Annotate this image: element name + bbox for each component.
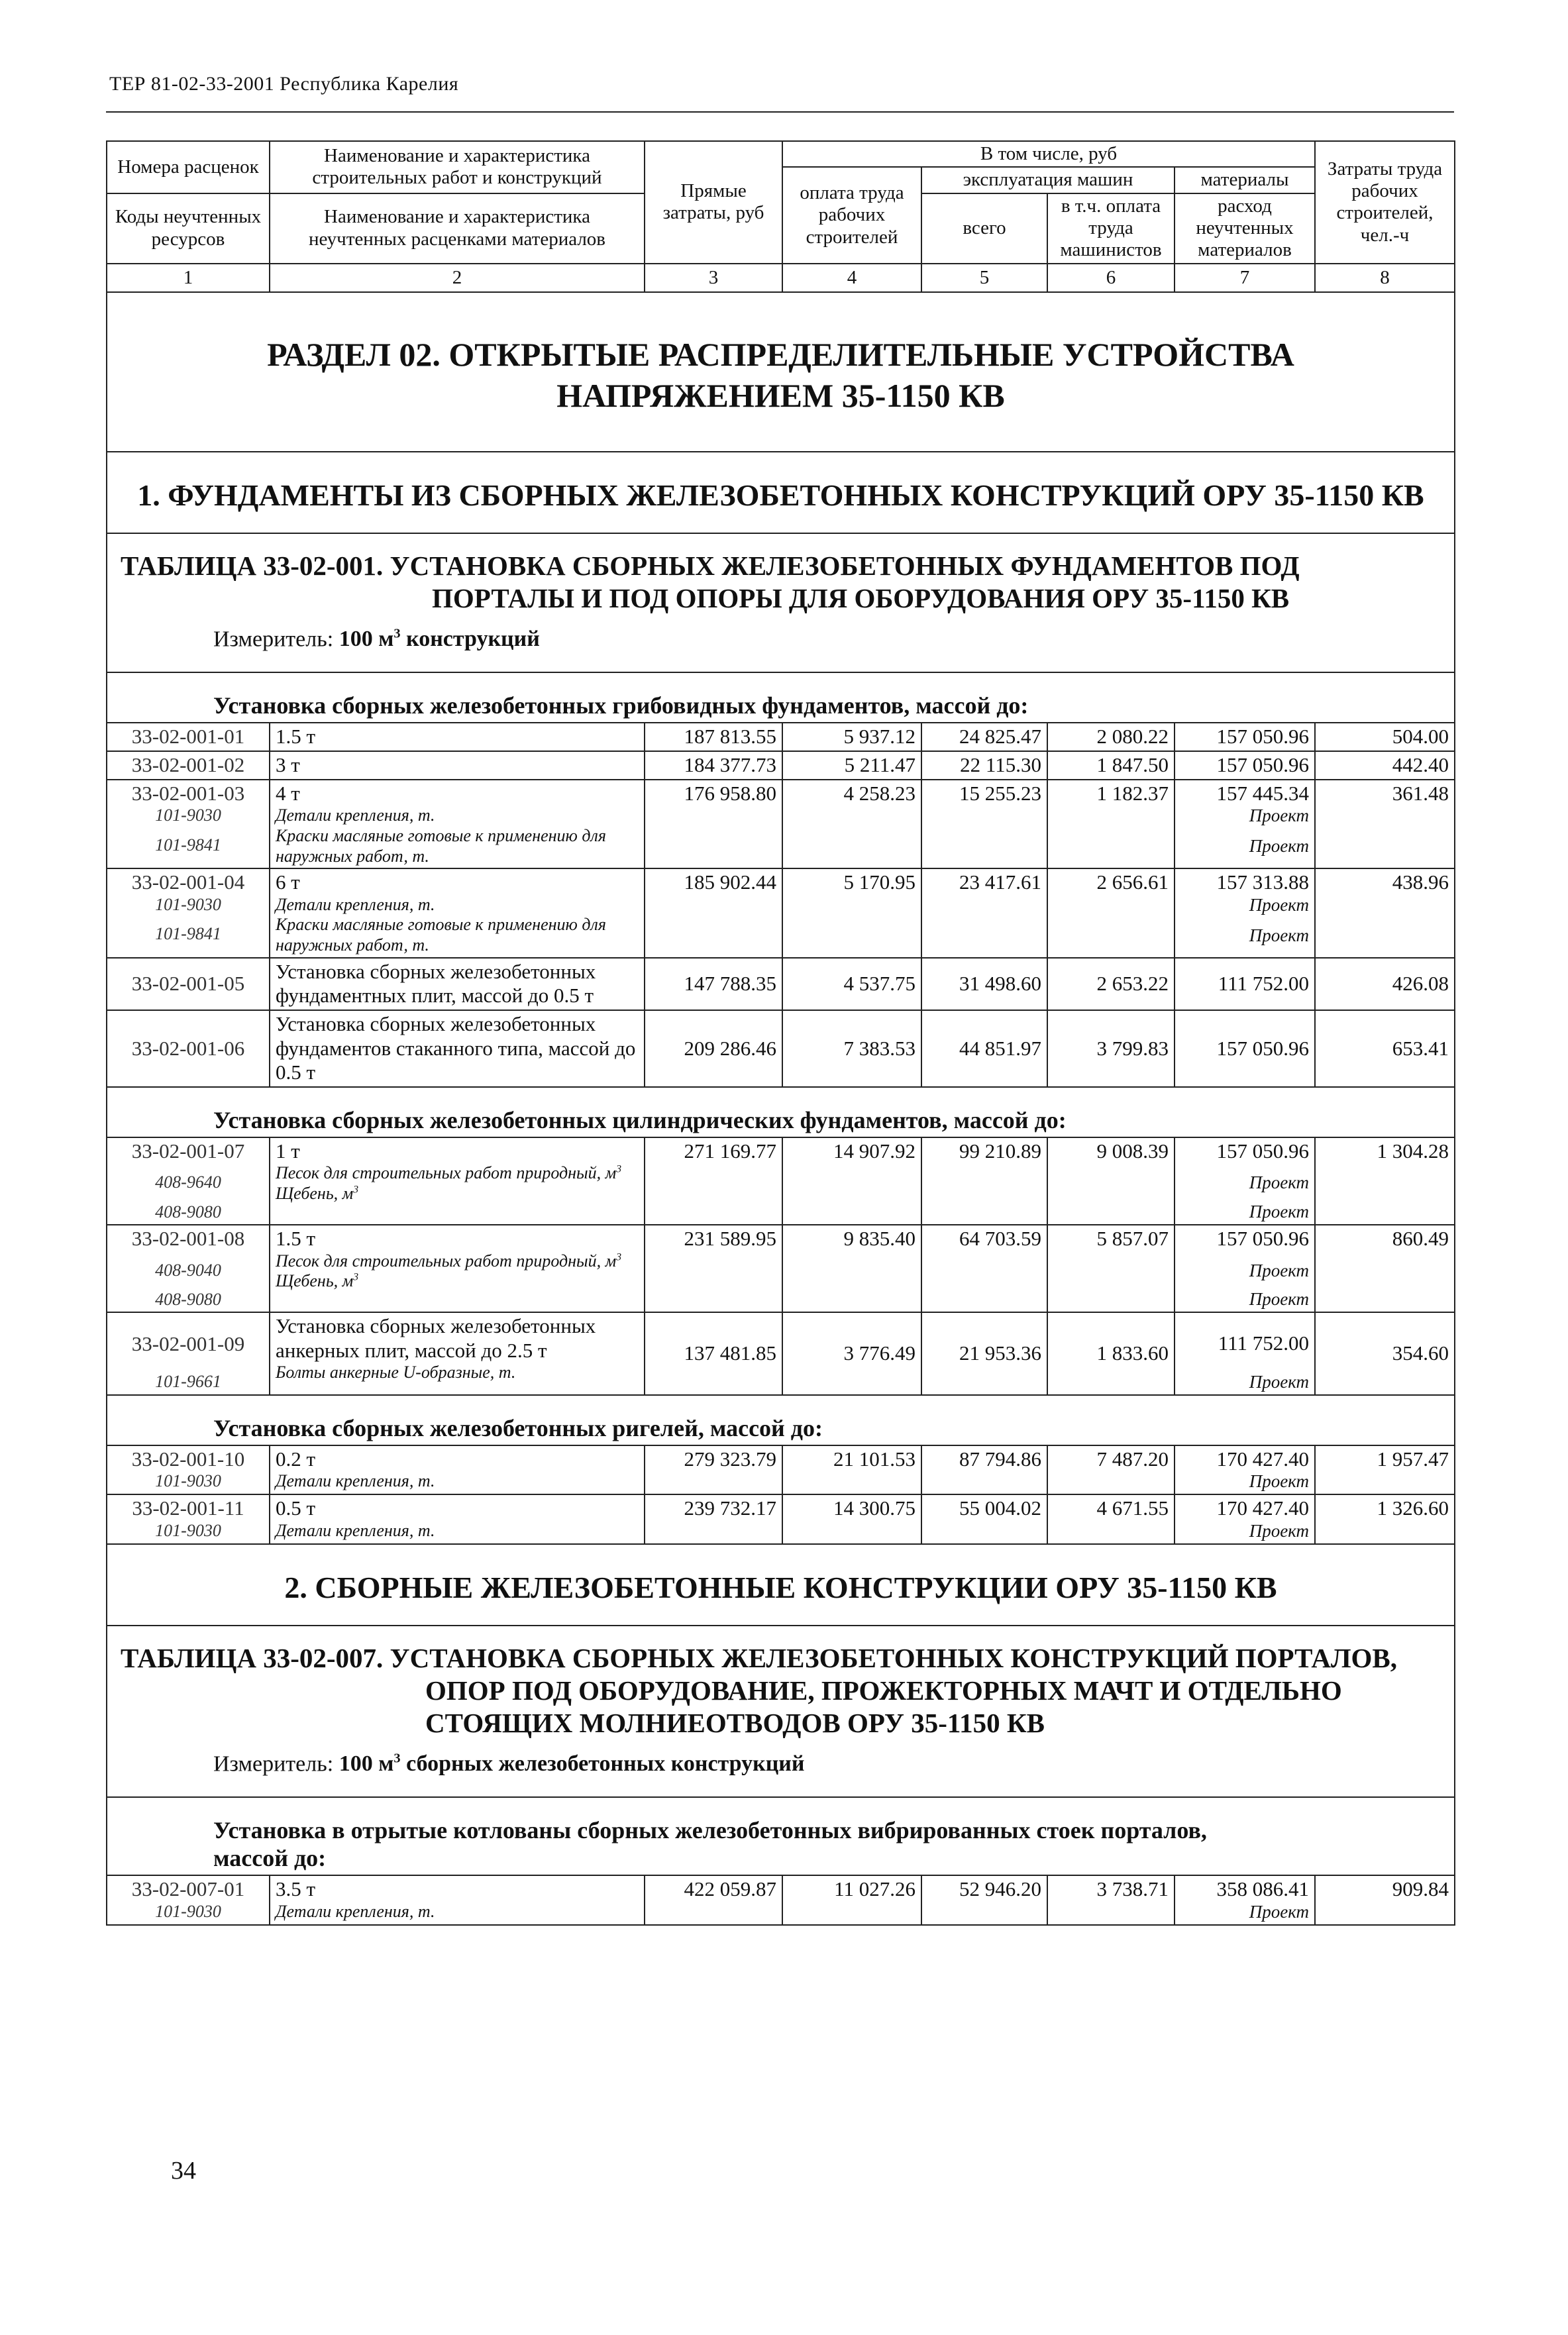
- table-row: 33-02-001-11 101-9030 0.5 т Детали крепления, т. 239 732.17 14 300.75 55 004.02 4 671.55 170 427.40 Проект 1 326.60: [107, 1494, 1455, 1543]
- rate-code: 33-02-001-01: [107, 723, 270, 751]
- col8-header: Затраты труда рабочих строителей, чел.-ч: [1315, 141, 1455, 264]
- table-title: ТАБЛИЦА 33-02-007. УСТАНОВКА СБОРНЫХ ЖЕЛЕЗОБЕТОННЫХ КОНСТРУКЦИЙ ПОРТАЛОВ, ОПОР ПОД ОБОРУДОВАНИЕ, ПРОЖЕКТОРНЫХ МАЧТ И ОТДЕЛЬНО СТОЯЩИХ МОЛНИЕОТВОДОВ ОРУ 35-1150 КВ: [107, 1626, 1455, 1745]
- resource-name: Детали крепления, т.: [276, 894, 435, 914]
- resource-name: Краски масляные готовые к применению для наружных работ, т.: [276, 825, 606, 866]
- rate-code: 33-02-001-05: [107, 958, 270, 1010]
- rate-code: 33-02-001-03 101-9030 101-9841: [107, 780, 270, 869]
- resource-code: 101-9030: [155, 1520, 221, 1540]
- group-header: Установка сборных железобетонных грибовидных фундаментов, массой до:: [107, 672, 1455, 723]
- col2-header-top: Наименование и характеристика строительных работ и конструкций: [270, 141, 645, 193]
- project-note: Проект: [1249, 1202, 1309, 1222]
- rate-code: 33-02-001-08 408-9040 408-9080: [107, 1225, 270, 1312]
- resource-name: Детали крепления, т.: [276, 805, 435, 825]
- resource-code: 101-9841: [155, 924, 221, 944]
- project-note: Проект: [1249, 1902, 1309, 1922]
- resource-code: 408-9080: [155, 1290, 221, 1310]
- resource-name: Песок для строительных работ природный, $м^3$: [276, 1251, 622, 1271]
- price-table-page: [106, 140, 1454, 1926]
- col5-header: всего: [921, 193, 1047, 264]
- resource-code: 408-9040: [155, 1260, 221, 1280]
- incl-group-header: В том числе, руб: [782, 141, 1315, 167]
- rate-name: 6 т Детали крепления, т. Краски масляные готовые к применению для наружных работ, т.: [270, 868, 645, 958]
- table-row: 33-02-001-03 101-9030 101-9841 4 т Детали крепления, т. Краски масляные готовые к применению для наружных работ, т. 176 958.80 4 258.23 15 255.23 1 182.37 157 445.34 Проект Проект 361.48: [107, 780, 1455, 869]
- rate-code: 33-02-001-06: [107, 1010, 270, 1087]
- machines-group-header: эксплуатация машин: [921, 167, 1175, 193]
- col1-header-bottom: Коды неучтенных ресурсов: [107, 193, 270, 264]
- rate-name: 0.2 т Детали крепления, т.: [270, 1445, 645, 1494]
- materials-group-header: материалы: [1175, 167, 1315, 193]
- resource-name: Щебень, $м^3$: [276, 1183, 359, 1203]
- rate-name: 1.5 т Песок для строительных работ природный, $м^3$ Щебень, $м^3$: [270, 1225, 645, 1312]
- resource-code: 101-9030: [155, 1471, 221, 1491]
- rate-code: 33-02-001-07 408-9640 408-9080: [107, 1137, 270, 1225]
- resource-code: 101-9030: [155, 894, 221, 914]
- project-note: Проект: [1249, 1289, 1309, 1310]
- rate-code: 33-02-007-01 101-9030: [107, 1875, 270, 1924]
- resource-code: 101-9661: [155, 1372, 221, 1392]
- col6-header: в т.ч. оплата труда машинистов: [1047, 193, 1175, 264]
- rate-code: 33-02-001-10 101-9030: [107, 1445, 270, 1494]
- table-row: 33-02-001-10 101-9030 0.2 т Детали крепления, т. 279 323.79 21 101.53 87 794.86 7 487.20 170 427.40 Проект 1 957.47: [107, 1445, 1455, 1494]
- table-row: 33-02-001-01 1.5 т 187 813.55 5 937.12 24 825.47 2 080.22 157 050.96 504.00: [107, 723, 1455, 751]
- page-header: ТЕР 81-02-33-2001 Республика Карелия: [109, 73, 459, 95]
- resource-name: Песок для строительных работ природный, $м^3$: [276, 1163, 622, 1183]
- resource-name: Детали крепления, т.: [276, 1520, 435, 1540]
- project-note: Проект: [1249, 1520, 1309, 1541]
- table-row: 33-02-007-01 101-9030 3.5 т Детали крепления, т. 422 059.87 11 027.26 52 946.20 3 738.71 358 086.41 Проект 909.84: [107, 1875, 1455, 1924]
- col7-header: расход неучтенных материалов: [1175, 193, 1315, 264]
- resource-code: 101-9030: [155, 805, 221, 825]
- rate-name: Установка сборных железобетонных фундаментов стаканного типа, массой до 0.5 т: [270, 1010, 645, 1087]
- col3-header: Прямые затраты, руб: [645, 141, 782, 264]
- col1-header-top: Номера расценок: [107, 141, 270, 193]
- project-note: Проект: [1249, 1371, 1309, 1392]
- resource-code: 101-9841: [155, 835, 221, 855]
- rate-name: 1.5 т: [270, 723, 645, 751]
- rate-name: 0.5 т Детали крепления, т.: [270, 1494, 645, 1543]
- section-title: РАЗДЕЛ 02. ОТКРЫТЫЕ РАСПРЕДЕЛИТЕЛЬНЫЕ УСТРОЙСТВА НАПРЯЖЕНИЕМ 35-1150 КВ: [107, 292, 1455, 452]
- table-header-row: [107, 141, 1455, 167]
- resource-code: 101-9030: [155, 1902, 221, 1922]
- resource-name: Детали крепления, т.: [276, 1471, 435, 1491]
- column-numbers-row: 1 2 3 4 5 6 7 8: [107, 264, 1455, 292]
- rate-code: 33-02-001-02: [107, 751, 270, 780]
- table-row: 33-02-001-08 408-9040 408-9080 1.5 т Песок для строительных работ природный, $м^3$ Щебень, $м^3$ 231 589.95 9 835.40 64 703.59 5 857.07 157 050.96 Проект Проект 860.49: [107, 1225, 1455, 1312]
- rate-name: Установка сборных железобетонных фундаментных плит, массой до 0.5 т: [270, 958, 645, 1010]
- subsection-title: 2. СБОРНЫЕ ЖЕЛЕЗОБЕТОННЫЕ КОНСТРУКЦИИ ОРУ 35-1150 КВ: [107, 1544, 1455, 1626]
- table-row: 33-02-001-05 Установка сборных железобетонных фундаментных плит, массой до 0.5 т 147 788.35 4 537.75 31 498.60 2 653.22 111 752.00 426.08: [107, 958, 1455, 1010]
- col2-header-bottom: Наименование и характеристика неучтенных расценками материалов: [270, 193, 645, 264]
- rate-name: Установка сборных железобетонных анкерных плит, массой до 2.5 т Болты анкерные U-образные, т.: [270, 1312, 645, 1394]
- resource-name: Краски масляные готовые к применению для наружных работ, т.: [276, 915, 606, 955]
- project-note: Проект: [1249, 1260, 1309, 1280]
- group-header: Установка сборных железобетонных ригелей, массой до:: [107, 1395, 1455, 1445]
- resource-code: 408-9080: [155, 1202, 221, 1221]
- table-row: 33-02-001-04 101-9030 101-9841 6 т Детали крепления, т. Краски масляные готовые к применению для наружных работ, т. 185 902.44 5 170.95 23 417.61 2 656.61 157 313.88 Проект Проект 438.96: [107, 868, 1455, 958]
- price-table: [106, 140, 1455, 1926]
- project-note: Проект: [1249, 805, 1309, 826]
- rate-code: 33-02-001-04 101-9030 101-9841: [107, 868, 270, 958]
- rate-code: 33-02-001-09 101-9661: [107, 1312, 270, 1394]
- rate-name: 3.5 т Детали крепления, т.: [270, 1875, 645, 1924]
- project-note: Проект: [1249, 925, 1309, 945]
- page-number: 34: [171, 2157, 196, 2185]
- col4-header: оплата труда рабочих строителей: [782, 167, 921, 263]
- resource-name: Щебень, $м^3$: [276, 1271, 359, 1291]
- group-header: Установка в отрытые котлованы сборных железобетонных вибрированных стоек порталов, массой до:: [107, 1797, 1455, 1875]
- rate-name: 1 т Песок для строительных работ природный, $м^3$ Щебень, $м^3$: [270, 1137, 645, 1225]
- table-row: 33-02-001-06 Установка сборных железобетонных фундаментов стаканного типа, массой до 0.5 т 209 286.46 7 383.53 44 851.97 3 799.83 157 050.96 653.41: [107, 1010, 1455, 1087]
- group-header: Установка сборных железобетонных цилиндрических фундаментов, массой до:: [107, 1087, 1455, 1137]
- project-note: Проект: [1249, 1471, 1309, 1492]
- measure-unit: Измеритель: 100 $м^3$ конструкций: [107, 620, 1455, 672]
- table-row: 33-02-001-09 101-9661 Установка сборных железобетонных анкерных плит, массой до 2.5 т Болты анкерные U-образные, т. 137 481.85 3 776.49 21 953.36 1 833.60 111 752.00 Проект 354.60: [107, 1312, 1455, 1394]
- resource-name: Болты анкерные U-образные, т.: [276, 1363, 516, 1382]
- rate-name: 3 т: [270, 751, 645, 780]
- table-row: 33-02-001-07 408-9640 408-9080 1 т Песок для строительных работ природный, $м^3$ Щебень, $м^3$ 271 169.77 14 907.92 99 210.89 9 008.39 157 050.96 Проект Проект 1 304.28: [107, 1137, 1455, 1225]
- resource-name: Детали крепления, т.: [276, 1902, 435, 1922]
- table-row: 33-02-001-02 3 т 184 377.73 5 211.47 22 115.30 1 847.50 157 050.96 442.40: [107, 751, 1455, 780]
- measure-unit: Измеритель: 100 $м^3$ сборных железобетонных конструкций: [107, 1745, 1455, 1797]
- project-note: Проект: [1249, 894, 1309, 915]
- project-note: Проект: [1249, 1172, 1309, 1193]
- subsection-title: 1. ФУНДАМЕНТЫ ИЗ СБОРНЫХ ЖЕЛЕЗОБЕТОННЫХ КОНСТРУКЦИЙ ОРУ 35-1150 КВ: [107, 452, 1455, 533]
- rate-code: 33-02-001-11 101-9030: [107, 1494, 270, 1543]
- header-rule: [106, 111, 1454, 113]
- resource-code: 408-9640: [155, 1172, 221, 1192]
- project-note: Проект: [1249, 836, 1309, 856]
- table-title: ТАБЛИЦА 33-02-001. УСТАНОВКА СБОРНЫХ ЖЕЛЕЗОБЕТОННЫХ ФУНДАМЕНТОВ ПОД ПОРТАЛЫ И ПОД ОПОРЫ ДЛЯ ОБОРУДОВАНИЯ ОРУ 35-1150 КВ: [107, 533, 1455, 620]
- rate-name: 4 т Детали крепления, т. Краски масляные готовые к применению для наружных работ, т.: [270, 780, 645, 869]
